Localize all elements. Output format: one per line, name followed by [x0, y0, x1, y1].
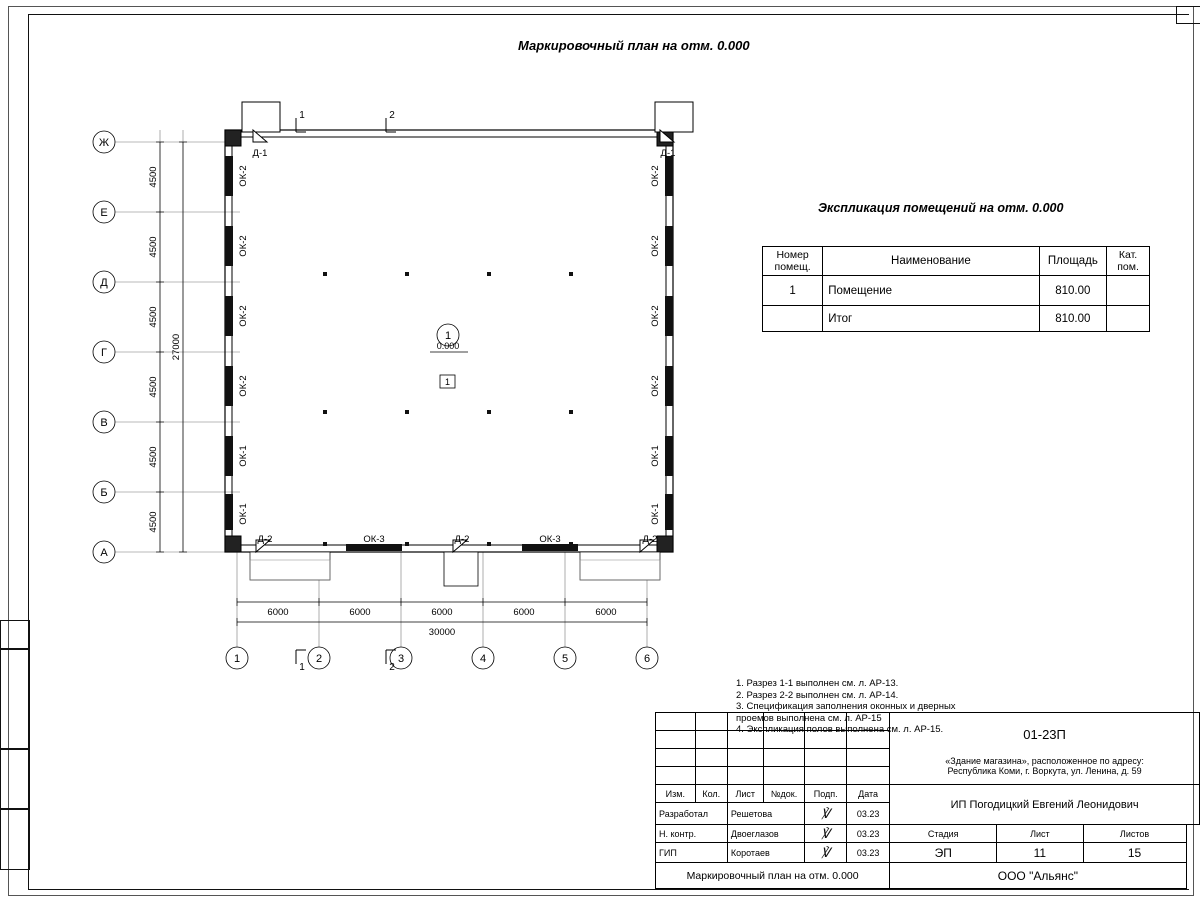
window-tag: ОК-3 [539, 534, 561, 545]
window-tag: ОК-2 [650, 165, 661, 187]
header-room-name: Наименование [823, 247, 1039, 276]
table-row [763, 276, 1150, 306]
table-header-row [763, 247, 1150, 276]
door-tag: Д-2 [642, 534, 658, 545]
dim-horizontal: 6000 [267, 607, 289, 618]
axis-number-label: 6 [643, 653, 651, 665]
role-gip: ГИП [656, 843, 728, 863]
signature-developer: ℣ [805, 803, 847, 825]
window-tag: ОК-2 [238, 165, 249, 187]
margin-stub-4 [0, 808, 30, 870]
note-item: 2. Разрез 2-2 выполнен см. л. АР-14. [736, 689, 899, 701]
table-row [763, 306, 1150, 332]
sheet-value: 11 [997, 843, 1083, 863]
axis-letter-label: А [100, 547, 108, 559]
door-tag: Д-1 [660, 148, 676, 159]
dim-horizontal: 6000 [431, 607, 453, 618]
cell-room-area: 810.00 [1039, 276, 1107, 306]
note-item: 4. Экспликация полов выполнена см. л. АР-15. [736, 724, 944, 735]
date-gip: 03.23 [847, 843, 890, 863]
note-item: 1. Разрез 1-1 выполнен см. л. АР-13. [736, 678, 899, 689]
stamp-col-podp: Подп. [805, 785, 847, 803]
sheets-value: 15 [1083, 843, 1186, 863]
dim-vertical: 4500 [148, 236, 159, 258]
margin-stub-3 [0, 748, 30, 810]
company-name: ООО "Альянс" [890, 863, 1186, 889]
date-developer: 03.23 [847, 803, 890, 825]
dim-horizontal: 6000 [513, 607, 535, 618]
signature-normcontrol: ℣ [805, 825, 847, 843]
title-block [655, 712, 1200, 889]
note-item: проемов выполнена см. л. АР-15 [736, 712, 882, 724]
axis-letter-label: Д [100, 277, 108, 289]
margin-stub-top [1176, 6, 1200, 24]
note-item: 3. Спецификация заполнения оконных и дверных [736, 701, 956, 712]
axis-number-label: 1 [233, 653, 241, 665]
cell-room-total-area: 810.00 [1039, 306, 1107, 332]
dim-vertical: 4500 [148, 376, 159, 398]
role-developer: Разработал [656, 803, 728, 825]
level-mark: 0.000 [436, 341, 460, 351]
axis-letter-label: Ж [98, 137, 110, 149]
axis-letter-label: Г [101, 347, 107, 359]
axis-number-label: 2 [315, 653, 323, 665]
stamp-col-list: Лист [727, 785, 763, 803]
window-tag: ОК-3 [363, 534, 385, 545]
section-cut-label: 2 [389, 662, 395, 673]
margin-stub-1 [0, 620, 30, 650]
window-tag: ОК-2 [238, 305, 249, 327]
margin-stub-2 [0, 648, 30, 750]
stamp-col-izm: Изм. [656, 785, 696, 803]
dim-horizontal-total: 30000 [428, 627, 456, 638]
floor-plan [70, 90, 730, 690]
cell-room-cat [1107, 306, 1150, 332]
name-normcontrol: Двоеглазов [727, 825, 805, 843]
door-tag: Д-2 [454, 534, 470, 545]
axis-letter-label: В [100, 417, 108, 429]
date-normcontrol: 03.23 [847, 825, 890, 843]
window-tag: ОК-1 [650, 503, 661, 525]
room-number-bubble: 1 [444, 330, 452, 342]
sheets-header: Листов [1083, 825, 1186, 843]
axis-number-label: 4 [479, 653, 487, 665]
dim-horizontal: 6000 [349, 607, 371, 618]
axis-number-label: 3 [397, 653, 405, 665]
header-room-cat: Кат. пом. [1107, 247, 1150, 276]
object-line-1: «Здание магазина», расположенное по адресу: [945, 756, 1144, 766]
dim-vertical: 4500 [148, 511, 159, 533]
stage-value: ЭП [890, 843, 997, 863]
window-tag: ОК-2 [650, 235, 661, 257]
header-room-area: Площадь [1039, 247, 1107, 276]
door-tag: Д-1 [252, 148, 268, 159]
section-cut-label: 2 [389, 110, 395, 121]
sheet-header: Лист [997, 825, 1083, 843]
signature-gip: ℣ [805, 843, 847, 863]
door-tag: Д-2 [257, 534, 273, 545]
stage-header: Стадия [890, 825, 997, 843]
customer-name: ИП Погодицкий Евгений Леонидович [890, 785, 1200, 825]
object-line-2: Республика Коми, г. Воркута, ул. Ленина, д. 59 [947, 766, 1142, 776]
window-tag: ОК-2 [238, 235, 249, 257]
stamp-col-kol: Кол. [695, 785, 727, 803]
window-tag: ОК-1 [650, 445, 661, 467]
dim-vertical: 4500 [148, 166, 159, 188]
sheet-title: Маркировочный план на отм. 0.000 [656, 863, 890, 889]
dim-horizontal: 6000 [595, 607, 617, 618]
role-normcontrol: Н. контр. [656, 825, 728, 843]
cell-room-name: Помещение [823, 276, 1039, 306]
window-tag: ОК-2 [238, 375, 249, 397]
stamp-col-data: Дата [847, 785, 890, 803]
window-tag: ОК-2 [650, 305, 661, 327]
header-room-number: Номер помещ. [763, 247, 823, 276]
name-developer: Решетова [727, 803, 805, 825]
room-table-title: Экспликация помещений на отм. 0.000 [818, 201, 1064, 215]
name-gip: Коротаев [727, 843, 805, 863]
window-tag: ОК-1 [238, 503, 249, 525]
cell-room-number [763, 306, 823, 332]
stamp-col-ndok: №док. [763, 785, 805, 803]
window-tag: ОК-2 [650, 375, 661, 397]
cell-room-total-label: Итог [823, 306, 1039, 332]
plan-title: Маркировочный план на отм. 0.000 [518, 38, 750, 53]
level-mark-box-label: 1 [444, 377, 451, 387]
section-cut-label: 1 [299, 662, 305, 673]
cell-room-number: 1 [763, 276, 823, 306]
cell-room-cat [1107, 276, 1150, 306]
dim-vertical: 4500 [148, 446, 159, 468]
axis-number-label: 5 [561, 653, 569, 665]
project-code: 01-23П [1023, 727, 1066, 742]
section-cut-label: 1 [299, 110, 305, 121]
dim-vertical: 4500 [148, 306, 159, 328]
axis-letter-label: Е [100, 207, 108, 219]
title-block-table [655, 712, 1200, 889]
dim-vertical-total: 27000 [171, 333, 182, 361]
window-tag: ОК-1 [238, 445, 249, 467]
room-explication-table [762, 246, 1150, 332]
axis-letter-label: Б [100, 487, 108, 499]
